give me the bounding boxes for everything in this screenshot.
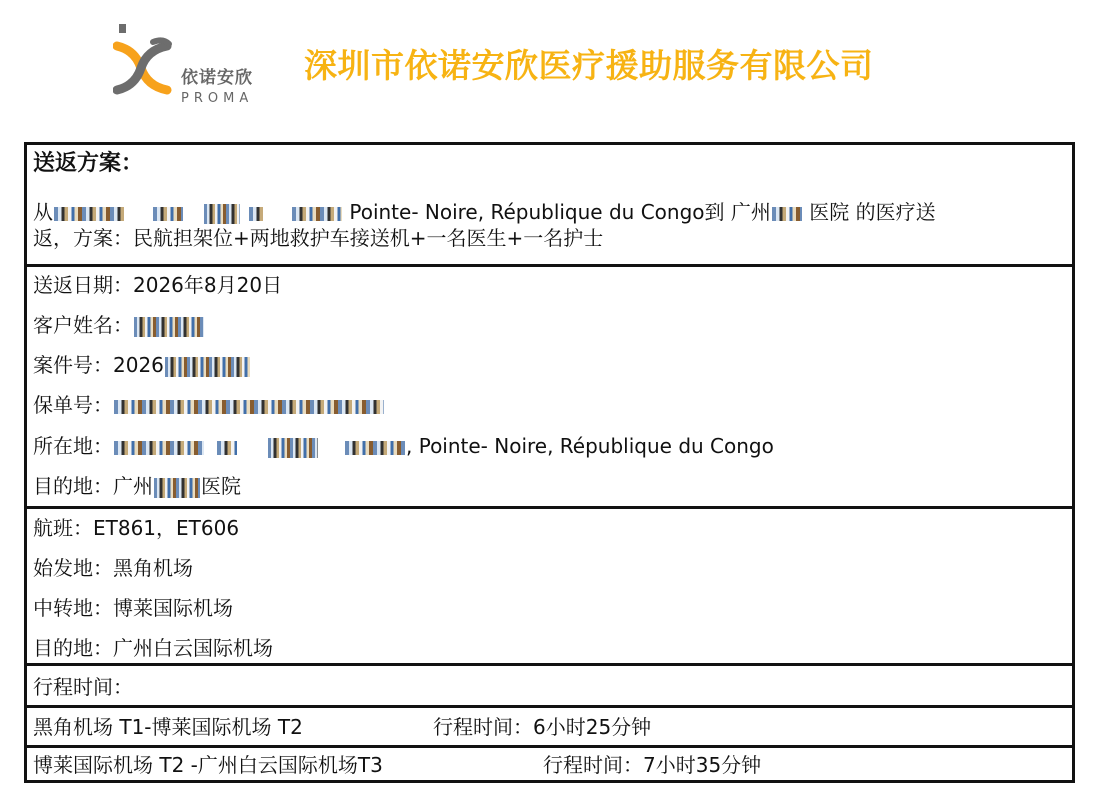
redacted-location [217,441,237,455]
destination-airport-label: 目的地： [33,636,113,660]
case-number-row [33,352,251,378]
transit-airport-row [33,595,233,621]
destination-suffix: 医院 [201,474,241,498]
transit-airport-value: 博莱国际机场 [113,596,233,620]
destination-row [33,473,241,499]
policy-number-label: 保单号： [33,393,113,417]
location-row [33,433,774,459]
plan-heading: 送返方案： [33,151,144,176]
flight-row [33,515,239,541]
redacted-hospital [154,478,200,498]
redacted-address [204,204,240,224]
redacted-case-number [165,357,250,377]
logo-english-text: PROMA [181,91,254,106]
redacted-address [54,207,124,221]
client-name-label: 客户姓名： [33,313,133,337]
redacted-policy-number [114,400,384,414]
origin-airport-label: 始发地： [33,556,113,580]
itinerary-heading-section [27,663,1072,705]
leg2-route: 博莱国际机场 T2 -广州白云国际机场T3 [33,753,383,777]
leg2-duration: 行程时间：7小时35分钟 [543,753,762,777]
plan-dest-suffix: 医院 的医疗送 [809,200,936,224]
destination-label: 目的地： [33,474,113,498]
location-label: 所在地： [33,434,113,458]
plan-origin-city: Pointe- Noire, République du Congo [349,200,705,224]
destination-city: 广州 [113,474,153,498]
flight-label: 航班： [33,516,93,540]
policy-number-row [33,392,385,418]
redacted-address [153,207,183,221]
return-date-row [33,272,282,298]
plan-route-line [33,199,936,225]
location-suffix: , Pointe- Noire, République du Congo [406,434,774,458]
flight-value: ET861，ET606 [93,516,240,540]
company-name: 深圳市依诺安欣医疗援助服务有限公司 [304,46,874,85]
redacted-location [268,438,318,458]
repatriation-plan-table [24,142,1075,783]
logo-chinese-text: 依诺安欣 [181,68,253,88]
plan-to-word: 到 广州 [704,200,771,224]
redacted-client-name [134,317,204,337]
redacted-address [292,207,342,221]
return-date-value: 2026年8月20日 [133,273,283,297]
redacted-location [345,441,405,455]
proma-logo-icon [113,20,173,96]
itinerary-leg-2 [27,745,1072,780]
case-number-prefix: 2026 [113,353,164,377]
leg1-duration: 行程时间：6小时25分钟 [433,715,652,739]
destination-airport-value: 广州白云国际机场 [113,636,273,660]
company-logo [113,20,273,106]
itinerary-leg-1 [27,705,1072,745]
transit-airport-label: 中转地： [33,596,113,620]
flight-section [27,506,1072,663]
case-number-label: 案件号： [33,353,113,377]
destination-airport-row [33,635,273,661]
plan-section [27,145,1072,264]
redacted-address [249,207,263,221]
plan-details-line: 返，方案：民航担架位+两地救护车接送机+一名医生+一名护士 [33,226,604,250]
client-name-row [33,312,205,338]
redacted-location [114,441,204,455]
case-info-section [27,264,1072,506]
return-date-label: 送返日期： [33,273,133,297]
origin-airport-row [33,555,193,581]
plan-from-prefix: 从 [33,200,53,224]
itinerary-heading: 行程时间： [33,675,133,699]
redacted-hospital [772,207,802,221]
leg1-route: 黑角机场 T1-博莱国际机场 T2 [33,715,303,739]
origin-airport-value: 黑角机场 [113,556,193,580]
